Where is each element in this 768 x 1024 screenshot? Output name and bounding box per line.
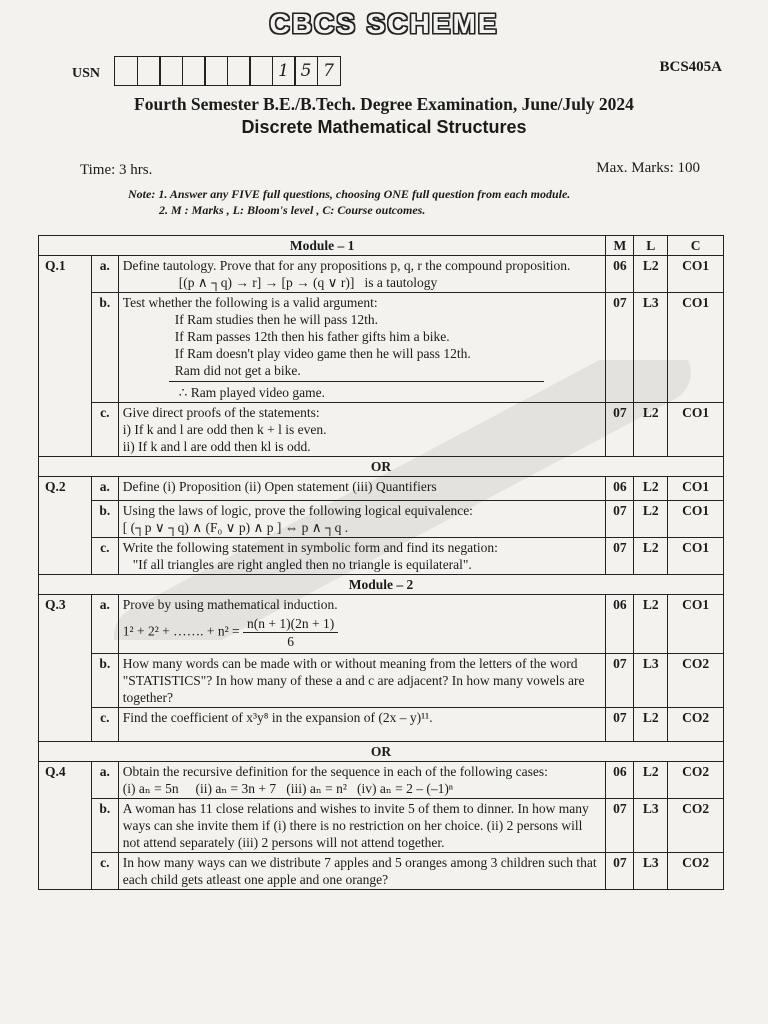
marks: 07 — [606, 293, 634, 403]
col-level: L — [634, 236, 668, 256]
usn-box — [249, 56, 273, 86]
sub-label: a. — [91, 256, 118, 293]
or-separator — [39, 457, 724, 477]
outcome: CO1 — [668, 501, 724, 538]
or-label: OR — [39, 742, 724, 762]
marks: 07 — [606, 538, 634, 575]
question-row — [39, 403, 724, 457]
level: L3 — [634, 799, 668, 853]
marks: 06 — [606, 762, 634, 799]
marks: 06 — [606, 256, 634, 293]
level: L2 — [634, 256, 668, 293]
question-text: Define (i) Proposition (ii) Open statement (iii) Quantifiers — [118, 477, 606, 501]
usn-box — [227, 56, 251, 86]
outcome: CO1 — [668, 477, 724, 501]
question-row — [39, 501, 724, 538]
time-allowed: Time: 3 hrs. — [80, 162, 153, 178]
formula-line — [123, 613, 602, 652]
sub-label: a. — [91, 477, 118, 501]
question-row — [39, 477, 724, 501]
usn-box: 7 — [317, 56, 341, 86]
level: L2 — [634, 595, 668, 654]
usn-box: 5 — [294, 56, 318, 86]
quoted-statement: "If all triangles are right angled then no triangle is equilateral". — [132, 557, 472, 572]
cases-line: (i) aₙ = 5n (ii) aₙ = 3n + 7 (iii) aₙ = n² (iv) aₙ = 2 – (–1)ⁿ — [122, 781, 454, 796]
usn-boxes — [114, 56, 339, 86]
question-text — [118, 501, 606, 538]
level: L2 — [634, 477, 668, 501]
marks: 07 — [606, 799, 634, 853]
module-2-header — [39, 575, 724, 595]
level: L2 — [634, 762, 668, 799]
outcome: CO1 — [668, 538, 724, 575]
usn-box: 1 — [272, 56, 296, 86]
sub-label: c. — [91, 538, 118, 575]
premise: If Ram studies then he will pass 12th. — [174, 312, 379, 327]
text-line: Define tautology. Prove that for any propositions p, q, r the compound proposition. — [122, 258, 571, 273]
sub-label: c. — [91, 403, 118, 457]
marks: 07 — [606, 654, 634, 708]
module-1-header — [39, 236, 724, 256]
level: L2 — [634, 403, 668, 457]
sub-label: a. — [91, 762, 118, 799]
fraction — [243, 615, 338, 650]
question-text: Find the coefficient of x³y⁸ in the expansion of (2x – y)¹¹. — [118, 708, 606, 742]
instructions — [128, 186, 570, 218]
text-line: ii) If k and l are odd then kl is odd. — [122, 439, 311, 454]
marks: 07 — [606, 501, 634, 538]
marks: 07 — [606, 708, 634, 742]
text-line: Prove by using mathematical induction. — [122, 597, 338, 612]
premise: If Ram doesn't play video game then he will pass 12th. — [174, 346, 471, 361]
outcome: CO1 — [668, 256, 724, 293]
usn-label: USN — [72, 66, 101, 81]
outcome: CO1 — [668, 293, 724, 403]
text-line: Using the laws of logic, prove the following logical equivalence: — [122, 503, 473, 518]
usn-box — [204, 56, 228, 86]
level: L3 — [634, 853, 668, 890]
text-line: is a tautology — [364, 275, 438, 290]
question-row — [39, 256, 724, 293]
level: L2 — [634, 501, 668, 538]
question-table — [38, 235, 724, 890]
marks: 07 — [606, 403, 634, 457]
module-title: Module – 1 — [39, 236, 606, 256]
question-row — [39, 762, 724, 799]
question-row — [39, 654, 724, 708]
outcome: CO2 — [668, 762, 724, 799]
usn-box — [159, 56, 183, 86]
or-separator — [39, 742, 724, 762]
sub-label: b. — [91, 501, 118, 538]
question-text — [118, 538, 606, 575]
formula: [ (┐p ∨ ┐q) ∧ (F₀ ∨ p) ∧ p ] ⇔ p ∧ ┐q . — [122, 520, 349, 535]
outcome: CO2 — [668, 654, 724, 708]
text-line: Write the following statement in symbolic form and find its negation: — [122, 540, 498, 555]
question-text: How many words can be made with or without meaning from the letters of the word "STATISTICS"? In how many of these a and c are adjacent? In how many vowels are together? — [118, 654, 606, 708]
or-label: OR — [39, 457, 724, 477]
note-2: 2. M : Marks , L: Bloom's level , C: Course outcomes. — [159, 203, 426, 217]
sub-label: b. — [91, 799, 118, 853]
question-text — [118, 595, 606, 654]
module-title: Module – 2 — [39, 575, 724, 595]
sub-label: a. — [91, 595, 118, 654]
col-marks: M — [606, 236, 634, 256]
question-row — [39, 595, 724, 654]
question-row — [39, 293, 724, 403]
sub-label: b. — [91, 293, 118, 403]
question-text: In how many ways can we distribute 7 apples and 5 oranges among 3 children such that each child gets atleast one apple and one orange? — [118, 853, 606, 890]
marks: 07 — [606, 853, 634, 890]
usn-box — [114, 56, 138, 86]
question-text — [118, 293, 606, 403]
max-marks: Max. Marks: 100 — [596, 160, 700, 176]
numerator: n(n + 1)(2n + 1) — [243, 615, 338, 633]
level: L2 — [634, 708, 668, 742]
subject-title: Discrete Mathematical Structures — [241, 117, 527, 137]
question-row — [39, 799, 724, 853]
col-outcome: C — [668, 236, 724, 256]
question-row — [39, 853, 724, 890]
marks: 06 — [606, 477, 634, 501]
question-number: Q.3 — [39, 595, 92, 742]
conclusion: ∴ Ram played video game. — [178, 385, 325, 400]
question-number: Q.1 — [39, 256, 92, 457]
outcome: CO2 — [668, 853, 724, 890]
text-line: Test whether the following is a valid argument: — [122, 295, 378, 310]
question-row — [39, 538, 724, 575]
denominator: 6 — [287, 634, 294, 649]
text-line: Obtain the recursive definition for the sequence in each of the following cases: — [122, 764, 548, 779]
question-number: Q.2 — [39, 477, 92, 575]
note-1: Note: 1. Answer any FIVE full questions, choosing ONE full question from each module. — [128, 187, 571, 201]
sub-label: b. — [91, 654, 118, 708]
text-line: Give direct proofs of the statements: — [122, 405, 320, 420]
conclusion-rule — [169, 381, 544, 382]
usn-box — [137, 56, 161, 86]
sub-label: c. — [91, 708, 118, 742]
question-text — [118, 256, 606, 293]
sub-label: c. — [91, 853, 118, 890]
text-line: i) If k and l are odd then k + l is even. — [122, 422, 327, 437]
exam-title: Fourth Semester B.E./B.Tech. Degree Examination, June/July 2024 — [134, 94, 634, 114]
question-text — [118, 403, 606, 457]
question-number: Q.4 — [39, 762, 92, 890]
formula-line — [123, 274, 602, 291]
level: L2 — [634, 538, 668, 575]
outcome: CO1 — [668, 595, 724, 654]
formula: [(p ∧ ┐q) → r] → [p → (q ∨ r)] — [178, 275, 355, 290]
outcome: CO2 — [668, 708, 724, 742]
marks: 06 — [606, 595, 634, 654]
subject-code: BCS405A — [659, 59, 722, 75]
usn-box — [182, 56, 206, 86]
question-text: A woman has 11 close relations and wishes to invite 5 of them to dinner. In how many ways can she invite them if (i) there is no restriction on her choice. (ii) 2 persons will not attend separately (iii) 2 persons will not attend together. — [118, 799, 606, 853]
level: L3 — [634, 654, 668, 708]
question-row — [39, 708, 724, 742]
premise: Ram did not get a bike. — [174, 363, 301, 378]
outcome: CO2 — [668, 799, 724, 853]
premise: If Ram passes 12th then his father gifts him a bike. — [174, 329, 450, 344]
level: L3 — [634, 293, 668, 403]
formula-lhs: 1² + 2² + ……. + n² = — [122, 623, 240, 639]
outcome: CO1 — [668, 403, 724, 457]
question-text — [118, 762, 606, 799]
scheme-banner: CBCS SCHEME — [269, 8, 499, 39]
